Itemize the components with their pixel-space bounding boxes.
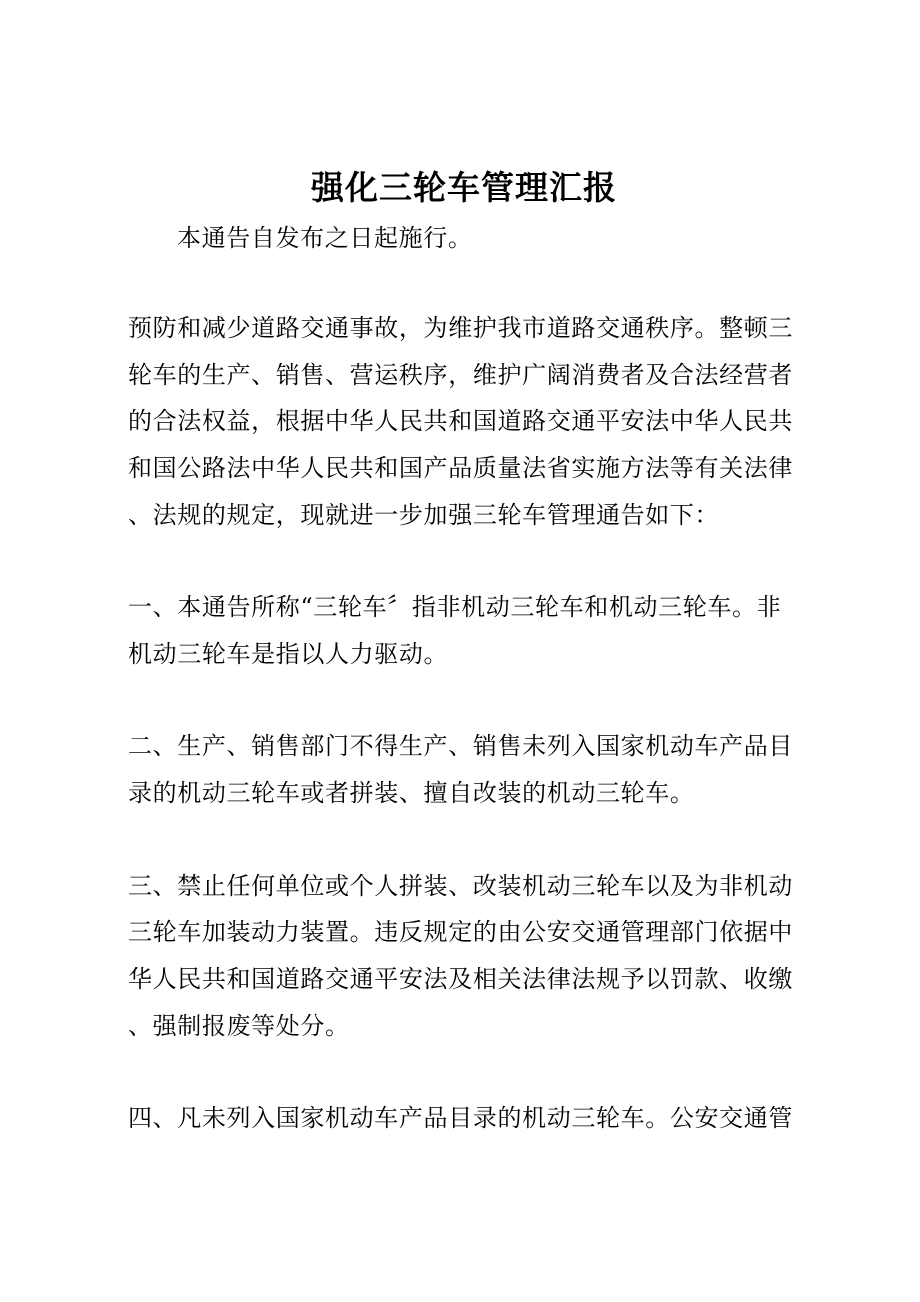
document-title: 强化三轮车管理汇报 — [311, 168, 617, 207]
paragraph-item-4 — [128, 1095, 808, 1142]
paragraph-item-1 — [128, 584, 808, 678]
text-line: 一、本通告所称“三轮车〞指非机动三轮车和机动三轮车。非 — [128, 593, 782, 622]
text-line: 、法规的规定，现就进一步加强三轮车管理通告如下： — [128, 501, 720, 530]
paragraph-preamble — [128, 305, 808, 539]
text-line: 的合法权益，根据中华人民共和国道路交通平安法中华人民共 — [128, 407, 794, 436]
text-line: 华人民共和国道路交通平安法及相关法律法规予以罚款、收缴 — [128, 965, 794, 994]
text-line: 和国公路法中华人民共和国产品质量法省实施方法等有关法律 — [128, 454, 794, 483]
text-line: 二、生产、销售部门不得生产、销售未列入国家机动车产品目 — [128, 732, 794, 761]
text-line: 预防和减少道路交通事故，为维护我市道路交通秩序。整顿三 — [128, 313, 794, 342]
text-line: 本通告自发布之日起施行。 — [177, 223, 473, 252]
text-line: 、强制报废等处分。 — [128, 1011, 350, 1040]
paragraph-effective-date — [128, 215, 808, 262]
paragraph-item-2 — [128, 723, 808, 817]
text-line: 机动三轮车是指以人力驱动。 — [128, 640, 449, 669]
text-line: 录的机动三轮车或者拼装、擅自改装的机动三轮车。 — [128, 779, 695, 808]
paragraph-item-3 — [128, 863, 808, 1050]
text-line: 轮车的生产、销售、营运秩序，维护广阔消费者及合法经营者 — [128, 360, 794, 389]
text-line: 三、禁止任何单位或个人拼装、改装机动三轮车以及为非机动 — [128, 871, 794, 900]
text-line: 四、凡未列入国家机动车产品目录的机动三轮车。公安交通管 — [128, 1104, 794, 1133]
text-line: 三轮车加装动力装置。违反规定的由公安交通管理部门依据中 — [128, 918, 794, 947]
document-body — [128, 215, 808, 1142]
